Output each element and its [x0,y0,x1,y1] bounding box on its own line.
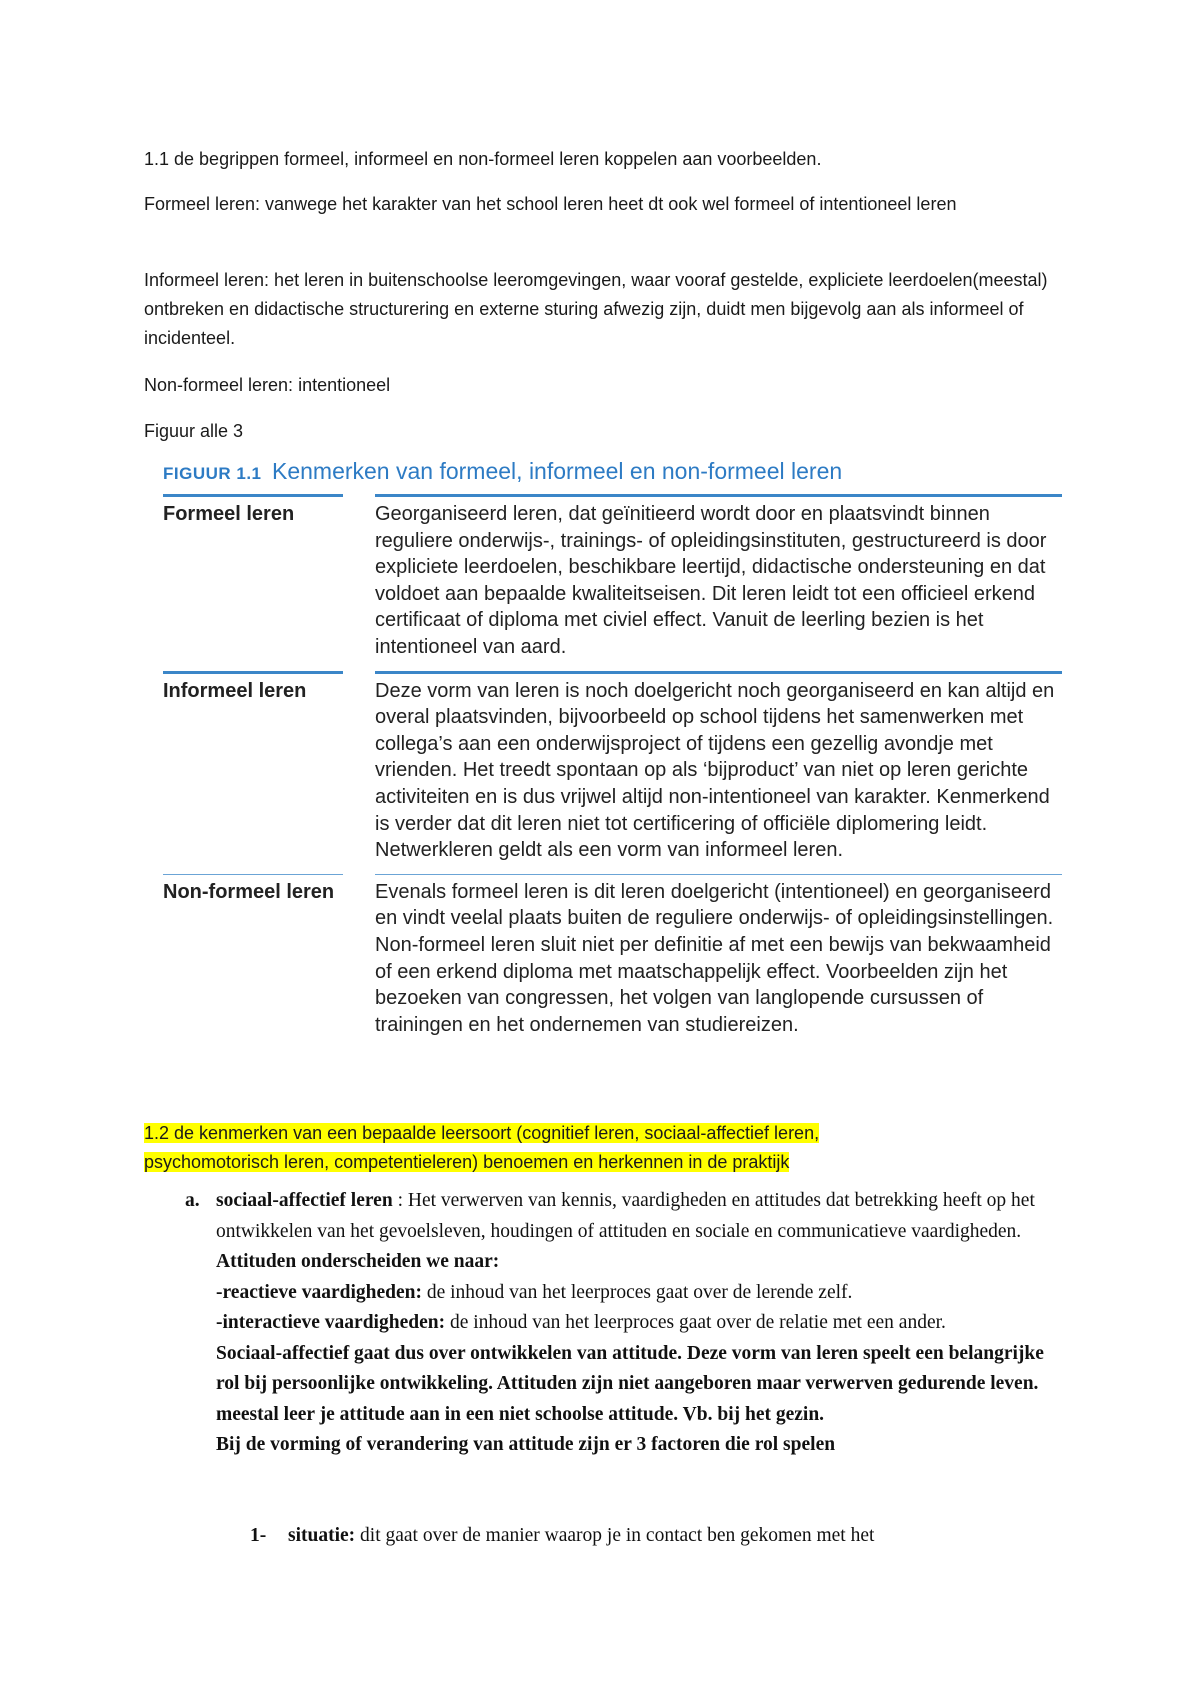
interactief-term: -interactieve vaardigheden: [216,1312,446,1333]
definition-text: : Het verwerven van kennis, vaardigheden en attitudes dat betrekking heeft op het ontwikkelen van het gevoelsleven, houdingen of attituden en sociale en communicatieve vaardigheden. [216,1190,1035,1242]
sub-item-number: 1- [250,1525,267,1546]
figure-table [163,494,1063,1048]
figure-term: Non-formeel leren [163,874,343,1049]
figure-term: Formeel leren [163,494,343,671]
paragraph-formeel: Formeel leren: vanwege het karakter van het school leren heet dt ook wel formeel of intentioneel leren [144,194,957,214]
figure-row-formeel [163,494,1063,671]
paragraph-informeel: Informeel leren: het leren in buitenschoolse leeromgevingen, waar vooraf gestelde, expliciete leerdoelen(meestal) ontbreken en didactische structurering en externe sturing afwezig zijn, duidt men bijgevolg aan als informeel of incidenteel. [144,270,1048,348]
definition [216,1186,1066,1247]
reactief-term: -reactieve vaardigheden: [216,1281,422,1303]
heading-1-1: 1.1 de begrippen formeel, informeel en non-formeel leren koppelen aan voorbeelden. [144,149,822,169]
reactief-text: de inhoud van het leerproces gaat over de lerende zelf. [421,1281,853,1303]
sub-item-term: situatie: [288,1525,356,1546]
paragraph-nonformeel: Non-formeel leren: intentioneel [144,375,391,395]
figure-row-informeel [163,671,1063,874]
attituden-heading: Attituden onderscheiden we naar: [216,1251,500,1272]
heading-1-2-line2: psychomotorisch leren, competentieleren) benoemen en herkennen in de praktijk [144,1152,790,1172]
heading-1-2-line1: 1.2 de kenmerken van een bepaalde leersoort (cognitief leren, sociaal-affectief leren, [144,1123,820,1143]
figure-description: Georganiseerd leren, dat geïnitieerd wordt door en plaatsvindt binnen reguliere onderwijs-, trainings- of opleidingsinstituten, gestructureerd is door expliciete leerdoelen, beschikbare leertijd, didactische ondersteuning en dat voldoet aan bepaalde kwaliteitseisen. Dit leren leidt tot een officieel erkend certificaat of diploma met civiel effect. Vanuit de leerling bezien is het intentioneel van aard. [375,494,1062,671]
sub-item-text: dit gaat over de manier waarop je in contact ben gekomen met het [355,1525,875,1546]
reactief-line [216,1278,1066,1309]
summary: Sociaal-affectief gaat dus over ontwikkelen van attitude. Deze vorm van leren speelt een belangrijke rol bij persoonlijke ontwikkeling. Attituden zijn niet aangeboren maar verwerven gedurende leven. meestal leer je attitude aan in een niet schoolse attitude. Vb. bij het gezin. [216,1342,1044,1425]
figuur-note: Figuur alle 3 [144,421,244,441]
figure-description: Evenals formeel leren is dit leren doelgericht (intentioneel) en georganiseerd en vindt veelal plaats buiten de reguliere onderwijs- of opleidingsinstellingen. Non-formeel leren sluit niet per definitie af met een bewijs van bekwaamheid of een erkend diploma met maatschappelijk effect. Voorbeelden zijn het bezoeken van congressen, het volgen van langlopende cursussen of trainingen en het ondernemen van studiereizen. [375,874,1062,1049]
figure-label: FIGUUR 1.1 [163,464,262,483]
figure-row-nonformeel [163,874,1063,1049]
factors-heading: Bij de vorming of verandering van attitude zijn er 3 factoren die rol spelen [216,1434,836,1455]
definition-term: sociaal-affectief leren [216,1190,393,1211]
list-marker: a. [185,1190,200,1211]
figure-term: Informeel leren [163,671,343,874]
figure-caption: Kenmerken van formeel, informeel en non-formeel leren [271,458,843,484]
figure-description: Deze vorm van leren is noch doelgericht noch georganiseerd en kan altijd en overal plaatsvinden, bijvoorbeeld op school tijdens het samenwerken met collega’s aan een onderwijsproject of tijdens een gezellig avondje met vrienden. Het treedt spontaan op als ‘bijproduct’ van niet op leren gerichte activiteiten en is dus vrijwel altijd non-intentioneel van karakter. Kenmerkend is verder dat dit leren niet tot certificering of officiële diplomering leidt. Netwerkleren geldt als een vorm van informeel leren. [375,671,1062,874]
heading-1-2 [144,1119,1044,1177]
figure-title [163,458,842,485]
interactief-line [216,1308,1066,1339]
sub-item-content [288,1521,1068,1552]
interactief-text: de inhoud van het leerproces gaat over de relatie met een ander. [445,1312,946,1333]
